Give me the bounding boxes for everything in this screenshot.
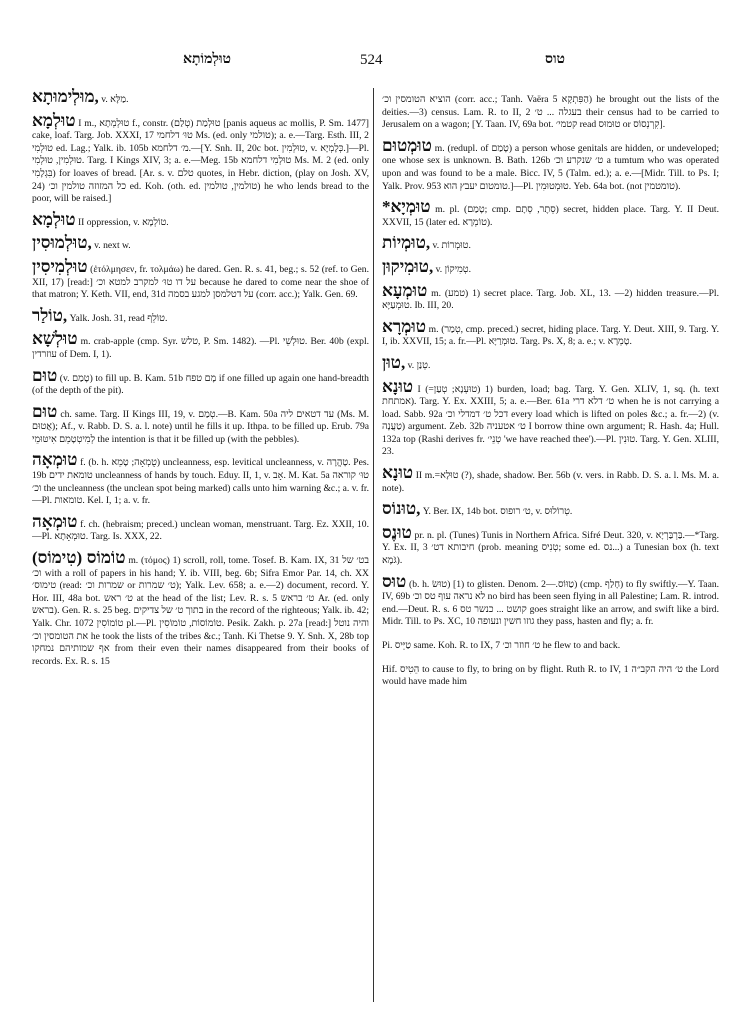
left-running-head: טוּלְמוֹתָא	[183, 52, 231, 67]
entry-headword: טוּס	[382, 571, 407, 591]
entry-definition: Y. Ber. IX, 14b bot. ט׳ רופוס, v. טְרוֹלוּס.	[420, 506, 573, 518]
dictionary-entry	[382, 318, 719, 349]
dictionary-entry	[32, 451, 369, 507]
dictionary-entry	[382, 378, 719, 460]
entry-definition: I m., טוּלְמְתָא f., constr. טוּלְמַת (טְלַם) [panis aqueus ac mollis, P. Sm. 1477] cake, loaf. Targ. Job. XXXI, 17 טוּ׳ דלחמי Ms. (ed. only טולמי); a. e.—Targ. Esth. III, 2 טוּלְמִי ed. Lag.; Yalk. ib. 105b מ׳ דלחמא.—[Y. Snh. II, 20c bot. טוּלְמִין, v. כְּלָמְיָא.]—Pl. טוּלְמִין, טוּלְמִי. Targ. I Kings XIV, 3; a. e.—Meg. 15b טוּלְמִי דלחמא Ms. M. 2 (ed. only בִּגְלָמִי) for loaves of bread. [Ar. s. v. טלם quotes, in Hebr. diction, (play on Josh. XV, 24) כל המזוזה טולמין וכ׳ ed. Koh. (oth. ed. טולמין, טולמין) he who lends bread to the poor, will be raised.]	[32, 117, 369, 205]
dictionary-entry	[32, 513, 369, 544]
entry-headword: טוּנָא	[382, 463, 414, 483]
entry-headword: מוּלְימוּתָא,	[32, 88, 99, 106]
entry-headword: טוֹמוֹס (טִימוֹס)	[32, 548, 126, 568]
entry-headword: טוּמְעָא	[382, 280, 428, 300]
entry-definition: v. טְנַן.	[405, 359, 431, 371]
entry-definition: הוציא הטומסין וכ׳ (corr. acc.; Tanh. Vaëra 5 הַפִּתְקָא) he brought out the lists of the deities.—3) census. Lam. R. to II, 2 בעגלה ... ט׳ their census had to be carried to Jerusalem on a wagon; [Y. Taan. IV, 69a bot. קטמי׳ read טוּמוּס or קִרְנְסוֹס].	[382, 94, 719, 131]
entry-headword: טוּנֶס	[382, 522, 412, 542]
entry-definition: II m.=טוּלָא (?), shade, shadow. Ber. 56b (v. vers. in Rabb. D. S. a. l. Ms. M. a. note).	[382, 470, 719, 494]
entry-headword: טוּמְיוֹת,	[382, 233, 431, 253]
left-column	[32, 88, 369, 1008]
entry-definition: (v. טָמַם) to fill up. B. Kam. 51b מָם טפח if one filled up again one hand-breadth (of the depth of the pit).	[32, 372, 369, 397]
dictionary-entry	[32, 234, 369, 253]
entry-headword: טוּנוֹס,	[382, 499, 421, 519]
entry-headword: טוּנָא	[382, 376, 414, 396]
entry-headword: טוּמְטוּם	[382, 135, 432, 155]
page-header	[0, 52, 750, 76]
entry-definition: m. (τόμος) 1) scroll, roll, tome. Tosef. B. Kam. IX, 31 בט׳ של וכ׳ with a roll of papers in his hand; Y. ib. VIII, beg. 6b; Sifra Emor Par. 14, ch. XX טימוס׳ (read: שמרות וכ׳ or ט׳ שמרות); Yalk. Lev. 658; a. e.—2) document, record. Y. Hor. III, 48a bot. ט׳ ראש at the head of the list; Lev. R. s. 5 ט׳ בראש Ar. (ed. only בראש). Gen. R. s. 25 beg. בתוך ט׳ של צדיקים in the record of the righteous; Yalk. ib. 42; Yalk. Chr. 1072 טוֹמוֹסִין pl.—Pl. טוֹמוֹסוֹת, טוֹמוֹסִין. Pesik. Zakh. p. 27a [read:] והיה נוטל את הטומסין וכ׳ he took the lists of the tribes &c.; Tanh. Ki Thetse 9. Y. Snh. X, 28b top אף שמותיהם נמחקו from their even their names disappeared from their books of records. Ex. R. s. 15	[32, 555, 369, 667]
dictionary-entry	[382, 198, 719, 229]
entry-definition: (ἐτόλμησεν, fr. τολμάω) he dared. Gen. R. s. 41, beg.; s. 52 (ref. to Gen. XII, 17) [read:] על דו טוּ׳ למקרב למטא וכ׳ because he dared to come near the shoe of that matron; Y. Keth. VII, end, 31d על דטלמסן למגע בסמה (corr. acc.); Yalk. Gen. 69.	[32, 263, 369, 301]
entry-headword: טוּם	[32, 401, 58, 421]
dictionary-entry	[382, 137, 719, 193]
entry-definition: m. (טמע) 1) secret place. Targ. Job. XL, 13. —2) hidden treasure.—Pl. טוּמְעַיָּא. Ib. III, 20.	[382, 287, 719, 312]
entry-headword: טוֹלַר,	[32, 305, 68, 325]
entry-headword: טוּלְמִיסִין	[32, 256, 88, 276]
entry-definition: ch. same. Targ. II Kings III, 19, v. טְמַם.—B. Kam. 50a עד דטאים ליה (Ms. M. אֲטוּם); Af., v. Rabb. D. S. a. l. note) until he fills it up. Ithpa. to be filled up. Erub. 79a לְמִיטְטָמֵם אִיטּוּמֵי the intention is that it be filled up (with the pebbles).	[32, 408, 369, 445]
entry-headword: טוּלְמוּסִין,	[32, 233, 92, 253]
entry-definition: v. next w.	[91, 240, 131, 252]
entry-definition: v. מַלָּא.	[98, 94, 129, 105]
entry-headword: טוּלְמָא	[32, 209, 76, 229]
right-running-head: טוס	[545, 52, 566, 67]
entry-headword: טוּלְשָׁא	[32, 329, 78, 349]
entry-definition: m. (redupl. of טָמַם) a person whose genitals are hidden, or undeveloped; one whose sex is unknown. B. Bath. 126b ט׳ שנקרע וכ׳ a tumtum who was operated upon and was found to be a male. Bicc. IV, 5 (Talm. ed.); a. e.—[Midr. Till. to Ps. I; Yalk. Prov. 953 טומטום יעבץ הוא.]—Pl. טוּמְטוּמִין. Yeb. 64a bot. (not טומטמין).	[382, 142, 719, 192]
dictionary-entry	[382, 88, 719, 132]
dictionary-entry	[382, 500, 719, 519]
entry-definition: f. ch. (hebraism; preced.) unclean woman, menstruant. Targ. Ez. XXII, 10.—Pl. טוּמְאָתָא. Targ. Is. XXX, 22.	[32, 518, 369, 543]
dictionary-entry	[32, 112, 369, 206]
entry-definition: m. crab-apple (cmp. Syr. טלש, P. Sm. 1482). —Pl. טוּלְשֵׁי. Ber. 40b (expl. עוזרדין of Dem. I, 1).	[32, 336, 369, 360]
entry-headword: טוּן,	[382, 352, 406, 372]
entry-definition: (b. h. טוּשׂ) [1) to glisten. Denom. טַוּוֹס.—2) (cmp. חָלַף) to fly swiftly.—Y. Taan. IV, 69b לא נראה עוף טס וכ׳ no bird has been seen flying in all Palestine; Lam. R. introd. end.—Deut. R. s. 6 קושט ... כנשר טס goes straight like an arrow, and swift like a bird. Midr. Till. to Ps. XC, 10 גוזו חשין ונעופה they pass, hasten and fly; a. fr.	[382, 578, 719, 628]
dictionary-entry	[32, 403, 369, 447]
column-divider	[373, 88, 374, 1002]
dictionary-entry	[382, 634, 719, 653]
entry-definition: pr. n. pl. (Tunes) Tunis in Northern Africa. Sifré Deut. 320, v. בַּרְבַּרְיָא.—*Targ. Y. Ex. II, 3 חיבותא דט׳ (prob. meaning טְנִיס; some ed. נס...) a Tunesian box (h. text גֹּמֶא).	[382, 529, 719, 567]
dictionary-entry	[382, 234, 719, 253]
entry-definition: Pi. טַיֵּיס same. Koh. R. to IX, 7 ט׳ חוזר וכ׳ he flew to and back.	[382, 640, 621, 651]
dictionary-entry	[32, 307, 369, 326]
right-column	[382, 88, 719, 1008]
entry-definition: II oppression, v. טוֹלְמָא.	[75, 216, 169, 228]
dictionary-entry	[382, 524, 719, 568]
entry-headword: טוּמְרָא	[382, 316, 426, 336]
dictionary-entry	[32, 88, 369, 107]
entry-headword: טוּמִיקוּן,	[382, 256, 434, 276]
dictionary-entry	[32, 367, 369, 398]
entry-definition: m. pl. (טָמַם; cmp. סֵתֶר, סְתָם) secret, hidden place. Targ. Y. II Deut. XXVII, 15 (later ed. טוֹמְרָא).	[382, 204, 719, 228]
entry-headword: טוּמְאָה	[32, 511, 78, 531]
dictionary-entry	[382, 258, 719, 277]
entry-definition: Yalk. Josh. 31, read טוֹלֵף.	[67, 312, 168, 324]
entry-headword: טוּם	[32, 365, 58, 385]
entry-definition: m. (טְמַר, cmp. preced.) secret, hiding place. Targ. Y. Deut. XIII, 9. Targ. Y. I, ib. XXVII, 15; a. fr.—Pl. טוּמְרַיָּא. Targ. Ps. X, 8; a. e.; v. טָמְרָא.	[382, 323, 719, 348]
entry-headword: טוּלְמָא	[32, 110, 76, 130]
dictionary-entry	[32, 211, 369, 230]
dictionary-entry	[32, 258, 369, 302]
entry-definition: f. (b. h. טֻמְאָה; טָמֵא) uncleanness, esp. levitical uncleanness, v. טָהֳרָה. Pes. 19b טומאת ידים uncleanness of hands by touch. Eduy. II, 1, v. אָב. M. Kat. 5a טוּ׳ קוראה וכ׳ the uncleanness (the unclean spot being marked) calls unto him warning &c.; a. v. fr.—Pl. טומאות. Kel. I, 1; a. v. fr.	[32, 457, 369, 507]
entry-definition: v. טוּמְרוֹת.	[430, 240, 471, 252]
dictionary-entry	[382, 658, 719, 689]
entry-definition: Hif. הֵטִיס to cause to fly, to bring on by flight. Ruth R. to IV, 1 ט׳ היה הקב״ה the Lord would have made him	[382, 663, 719, 688]
entry-definition: v. טְמִיקוֹן.	[433, 263, 471, 275]
entry-headword: *טוּמְיָא	[382, 197, 431, 217]
dictionary-entry	[32, 549, 369, 668]
dictionary-entry	[382, 464, 719, 495]
page-number: 524	[360, 52, 383, 68]
dictionary-entry	[382, 573, 719, 629]
entry-definition: I (=טוּעְנָא; טְעַן) 1) burden, load; bag. Targ. Y. Gen. XLIV, 1, sq. (h. text אמתחת). Targ. Y. Ex. XXIII, 5; a. e.—Ber. 61a ט׳ דלא דרי when he is not carrying a load. Sabb. 92a דכל ט׳ דמדלי וכ׳ every load which is lifted on poles &c.; a. fr.—2) (v. טַעֲנָה) argument. Zeb. 32b ט׳ אטעניה I borrow thine own argument; R. Hash. 4a; Hull. 132a top (Rashi derives fr. טְנֵי׳ 'we have reached thee').—Pl. טוּנִין. Targ. Y. Gen. XLIII, 23.	[382, 383, 719, 458]
dictionary-entry	[32, 330, 369, 361]
dictionary-entry	[382, 354, 719, 373]
dictionary-entry	[382, 282, 719, 313]
entry-headword: טוּמְאָה	[32, 450, 78, 470]
